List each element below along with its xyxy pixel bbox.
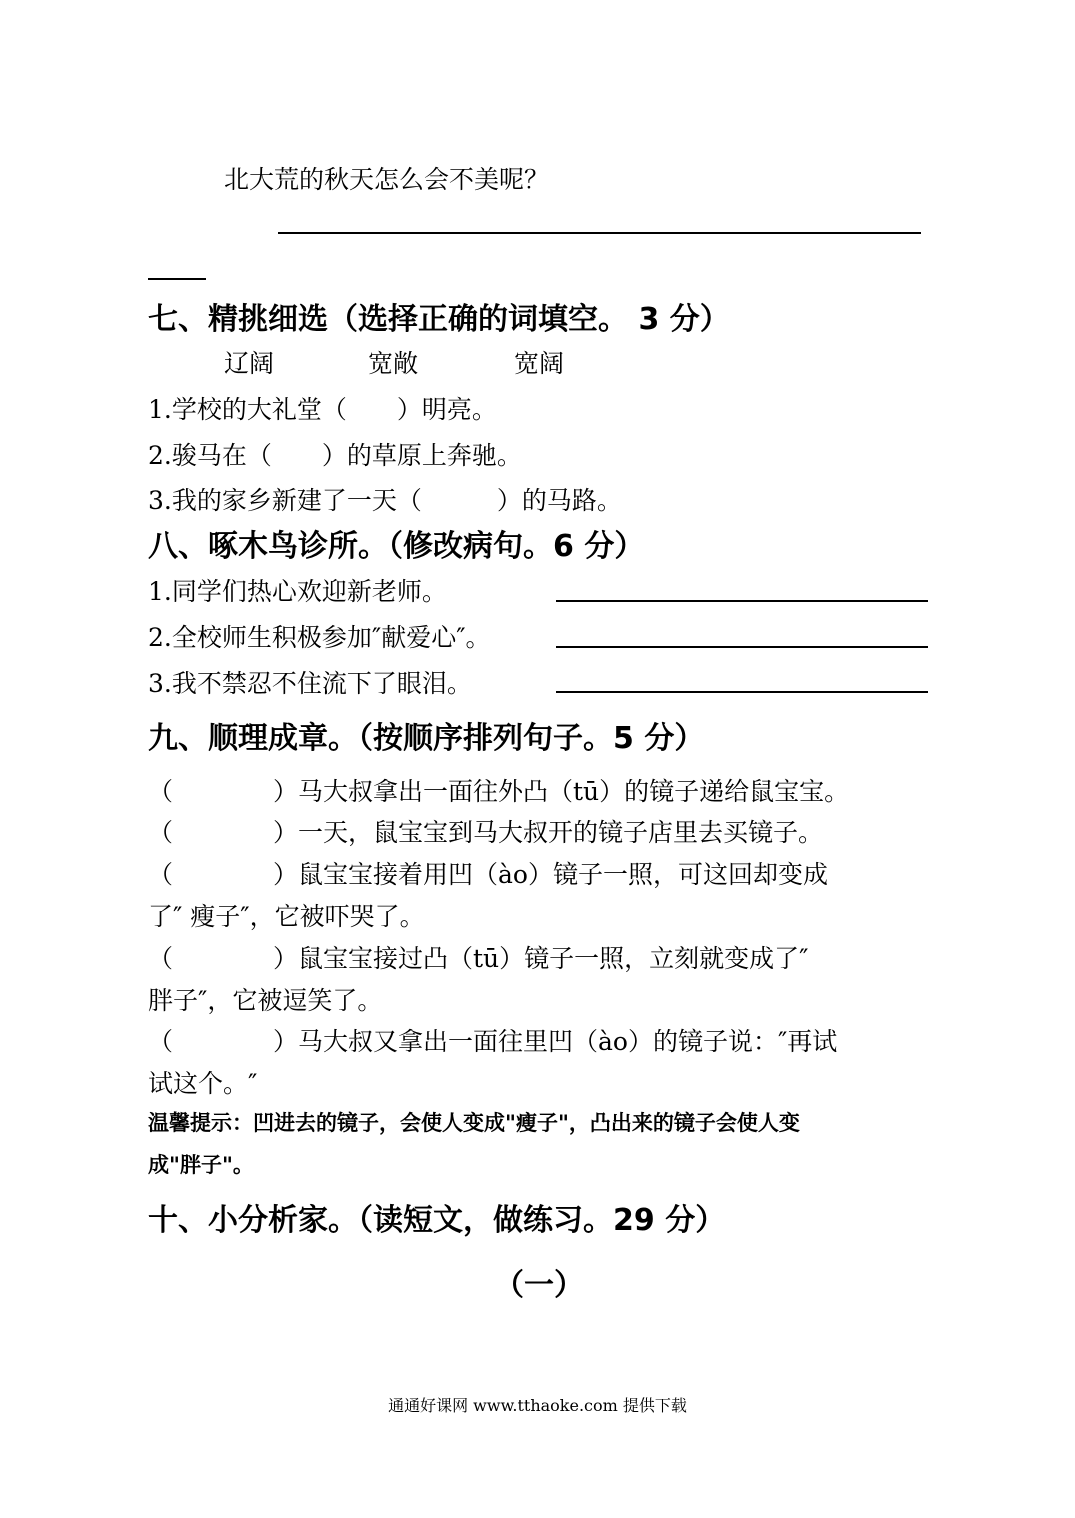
answer-line: [556, 600, 928, 602]
footer: 通通好课网 www.tthaoke.com 提供下载: [388, 1396, 687, 1415]
section9-line: （ ）马大叔拿出一面往外凸（tū）的镜子递给鼠宝宝。: [148, 777, 850, 806]
section9-line: 了″ 瘦子″，它被吓哭了。: [148, 902, 425, 931]
section9-heading: 九、顺理成章。（按顺序排列句子。5 分）: [148, 721, 705, 756]
section8-heading: 八、啄木鸟诊所。（修改病句。6 分）: [148, 529, 645, 564]
section8-item: 1.同学们热心欢迎新老师。: [148, 577, 447, 606]
tip-line: 温馨提示：凹进去的镜子，会使人变成"瘦子"，凸出来的镜子会使人变: [148, 1111, 800, 1135]
answer-line-short: [148, 278, 206, 280]
section7-item: 3.我的家乡新建了一天（ ）的马路。: [148, 486, 622, 515]
section7-heading: 七、精挑细选（选择正确的词填空。 3 分）: [148, 302, 730, 337]
option-word: 宽阔: [514, 349, 565, 378]
option-word: 宽敞: [368, 349, 419, 378]
section9-line: （ ）一天，鼠宝宝到马大叔开的镜子店里去买镜子。: [148, 818, 824, 847]
section8-item: 2.全校师生积极参加″献爱心″。: [148, 623, 491, 652]
section9-line: （ ）马大叔又拿出一面往里凹（ào）的镜子说：″再试: [148, 1027, 838, 1056]
tip-line: 成"胖子"。: [148, 1153, 254, 1177]
answer-line: [556, 646, 928, 648]
section7-item: 1.学校的大礼堂（ ）明亮。: [148, 395, 497, 424]
answer-line: [278, 232, 921, 234]
section9-line: （ ）鼠宝宝接着用凹（ào）镜子一照，可这回却变成: [148, 860, 828, 889]
section10-heading: 十、小分析家。（读短文，做练习。29 分）: [148, 1203, 726, 1238]
answer-line: [556, 691, 928, 693]
section7-item: 2.骏马在（ ）的草原上奔驰。: [148, 441, 522, 470]
section9-line: 胖子″，它被逗笑了。: [148, 986, 383, 1015]
section8-item: 3.我不禁忍不住流下了眼泪。: [148, 669, 472, 698]
option-word: 辽阔: [224, 349, 275, 378]
section9-line: （ ）鼠宝宝接过凸（tū）镜子一照，立刻就变成了″: [148, 944, 809, 973]
section9-line: 试这个。″: [148, 1069, 258, 1098]
section10-subheading: （一）: [494, 1268, 584, 1303]
intro-question: 北大荒的秋天怎么会不美呢？: [224, 165, 550, 194]
